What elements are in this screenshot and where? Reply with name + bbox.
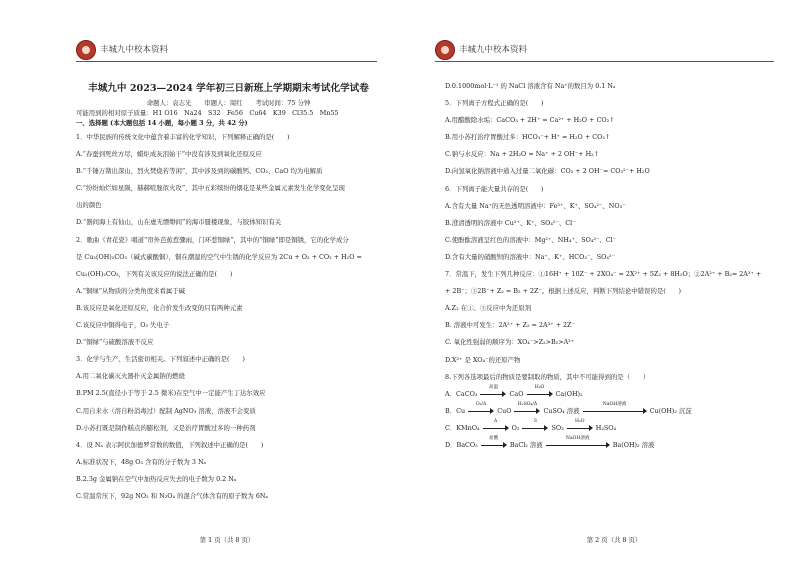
option-d-scheme: D．BaCO₃ 盐酸 BaCl₂ 溶液 NaOH溶液 Ba(OH)₂ 溶液	[445, 435, 655, 449]
question-line: B.2.3g 金属钠在空气中加热反应失去的电子数为 0.2 Nₐ	[76, 474, 237, 483]
school-logo-icon	[76, 40, 96, 60]
question-line: 是 Cu₂(OH)₂CO₃（碱式碳酸铜），铜在潮湿的空气中生锈的化学反应为 2Cu + O₂ + CO₂ + H₂O =	[76, 252, 362, 261]
question-line: 5．下列离子方程式正确的是( )	[445, 99, 544, 108]
arrow-icon: NaOH溶液	[583, 408, 647, 414]
question-line: A.“铜绿”从物质的分类角度来看属于碱	[76, 286, 186, 295]
question-line: C. 氧化性强弱的顺序为：XO₄⁻>Z₂>B₂>A³⁺	[445, 338, 575, 347]
arrow-icon: H₂SO₄/Δ	[514, 408, 540, 414]
arrow-icon: Δ	[483, 425, 509, 431]
arrow-icon: 高温	[480, 391, 506, 397]
arrow-icon: O₂/Δ	[468, 408, 494, 414]
question-line: A.含有大量 Na⁺的无色透明溶液中：Fe³⁺、K⁺、SO₄²⁻、NO₃⁻	[445, 201, 626, 210]
header-rule	[76, 61, 377, 62]
question-line: A.标准状况下，48g O₃ 含有的分子数为 3 Nₐ	[76, 457, 206, 466]
exam-title: 丰城九中 2023—2024 学年初三日新班上学期期末考试化学试卷	[88, 83, 369, 94]
question-line: D.“铜绿”与硫酸溶液不反应	[76, 338, 154, 347]
question-line: D.向氢氧化钠溶液中通入过量二氧化碳：CO₂ + 2 OH⁻= CO₃²⁻+ H₂O	[445, 167, 650, 176]
question-line: D.X²⁺ 是 XO₄⁻的还原产物	[445, 355, 521, 364]
question-line: B.用小苏打治疗胃酸过多：HCO₃⁻+ H⁺ = H₂O + CO₂↑	[445, 133, 611, 142]
arrow-icon: NaOH溶液	[546, 442, 610, 448]
question-line: A.用醋酸除水垢：CaCO₃ + 2H⁺ = Ca²⁺ + H₂O + CO₂↑	[445, 116, 615, 125]
arrow-icon: S	[522, 425, 548, 431]
question-line: 8.下列各选项最后的物质是要制取的物质，其中不可能得到的是（ ）	[445, 372, 650, 381]
question-line: A.“春蚕到死丝方尽，蜡炬成灰泪始干”中没有涉及到氧化还原反应	[76, 150, 262, 159]
school-name: 丰城九中校本资料	[100, 45, 169, 55]
question-line: 7．常温下，发生下列几种反应：①16H⁺ + 10Z⁻ + 2XO₄⁻ = 2X²⁺ + 5Z₂ + 8H₂O；②2A²⁺ + B₂= 2A³⁺ +	[445, 270, 762, 279]
page-2-content	[445, 78, 775, 454]
header-rule	[435, 61, 774, 62]
question-line: 1．中华民族的传统文化中蕴含着丰富的化学知识，下列解释正确的是( )	[76, 133, 290, 141]
question-line: C.常温常压下，92g NO₂ 和 N₂O₄ 的混合气体含有的原子数为 6Nₐ	[76, 491, 268, 500]
question-line: B.PM 2.5(直径小于等于 2.5 微米)在空气中一定能产生丁达尔效应	[76, 389, 266, 398]
page-header	[435, 40, 774, 62]
page-1-content	[76, 82, 381, 505]
page-header	[76, 40, 377, 62]
option-a-scheme: A．CaCO₃ 高温 CaO H₂O Ca(OH)₂	[445, 384, 583, 398]
question-line: D.“器间海上有仙山，山在虚无缥缈间”的海市蜃楼现象，与胶体知识有关	[76, 218, 282, 227]
question-line: C.使酚酞溶液呈红色的溶液中：Mg²⁺、NH₄⁺、SO₄²⁻、Cl⁻	[445, 235, 617, 244]
exam-meta: 命题人：袁志光 审题人：周红 考试时间：75 分钟	[146, 99, 311, 107]
arrow-icon: H₂O	[527, 391, 553, 397]
question-line: 6．下列离子能大量共存的是( )	[445, 184, 544, 193]
question-line: C.用自来水（溶自粉消毒过）配制 AgNO₃ 溶液，溶液不会变质	[76, 406, 256, 415]
question-line: Cu₂(OH)₂CO₃，下列有关该反应的说法正确的是( )	[76, 269, 233, 278]
arrow-icon: 盐酸	[481, 442, 507, 448]
question-lines	[76, 129, 381, 505]
question-line: 2．歌曲《青花瓷》唱道“帘外芭蕉惹骤雨，门环惹铜绿”，其中的“铜绿”即是铜锈，它的化学成分	[76, 235, 349, 244]
option-c-scheme: C．KMnO₄ Δ O₂ S SO₃ H₂O H₂SO₄	[445, 418, 617, 432]
atomic-masses: 可能用到的相对原子质量：H1 O16 Na24 S32 Fe56 Cu64 K39 Cl35.5 Mn55	[76, 109, 339, 117]
question-line: C.钠与水反应：Na + 2H₂O = Na⁺ + 2 OH⁻+ H₂↑	[445, 150, 600, 159]
question-line: A.Z₂ 在①、③反应中为还原剂	[445, 304, 531, 313]
option-b-scheme: B．Cu O₂/Δ CuO H₂SO₄/Δ CuSO₄ 溶液 NaOH溶液 Cu(OH)₂ 沉淀	[445, 401, 692, 415]
question-line: C.该反应中铜得电子，O₂ 失电子	[76, 321, 170, 330]
question-line: B. 溶液中可发生：2A²⁺ + Z₂ = 2A³⁺ + 2Z⁻	[445, 321, 575, 330]
page-footer: 第 1 页（共 8 页）	[199, 536, 255, 544]
question-line: D.含有大量的硝酸钡的溶液中：Na⁺、K⁺、HCO₃⁻、SO₄²⁻	[445, 252, 615, 261]
question-line: + 2B⁻；③2B⁻+ Z₂ = B₂ + 2Z⁻。根据上述反应，判断下列结论中错误的是( )	[445, 287, 681, 296]
page-footer: 第 2 页（共 8 页）	[586, 536, 642, 544]
school-logo-icon	[435, 40, 455, 60]
section-heading: 一、选择题 (本大题包括 14 小题，每小题 3 分，共 42 分)	[76, 119, 248, 127]
question-line: 4．设 Nₐ 表示阿伏加德罗常数的数值，下列叙述中正确的是( )	[76, 440, 264, 449]
arrow-icon: H₂O	[567, 425, 593, 431]
question-lines	[445, 78, 775, 386]
question-line: B.澄清透明的溶液中 Cu²⁺、K⁺、SO₄²⁻、Cl⁻	[445, 218, 576, 227]
question-line: 3．化学与生产、生活密切相关。下列叙述中正确的是( )	[76, 355, 245, 364]
question-line: D.0.1000mol·L⁻¹ 的 NaCl 溶液含有 Na⁺的数目为 0.1 Nₐ	[445, 82, 616, 90]
school-name: 丰城九中校本资料	[459, 45, 528, 55]
question-line: C.“纷纷灿烂如星陨，赫赫喧豗似火攻”，其中五彩缤纷的烟花是某些金属元素发生化学变化呈现	[76, 184, 345, 193]
question-line: B.“千锤万凿出深山，烈火焚烧若等闲”，其中涉及到的碳酸钙、CO₂、CaO 均为电解质	[76, 167, 323, 176]
question-line: 出的颜色	[76, 201, 102, 210]
question-line: B.该反应是氧化还原反应，化合价发生改变的只有两种元素	[76, 303, 243, 312]
question-line: D.小苏打既是制作糕点的膨松剂，又是治疗胃酸过多的一种药剂	[76, 423, 256, 432]
question-line: A.用二氧化碳灭火器扑灭金属钠的燃烧	[76, 372, 185, 381]
